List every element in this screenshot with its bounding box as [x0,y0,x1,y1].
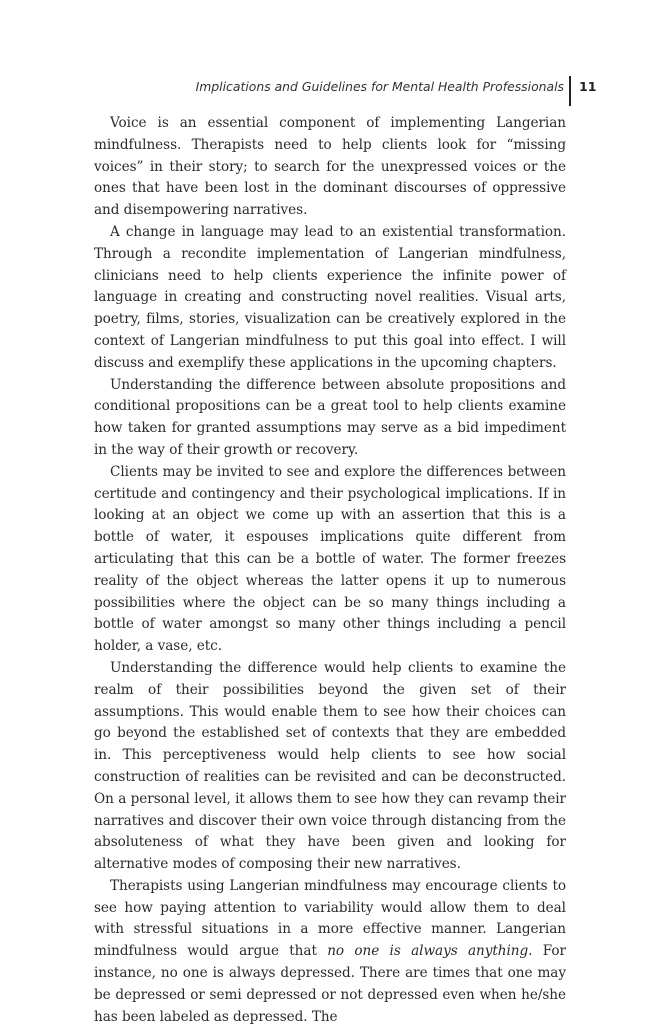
paragraph-voice: Voice is an essential component of implementing Langerian mindfulness. Therapists need to help clients look for “missing voices” in their story; to search for the unexpressed voices or the ones that have been lost in the dominant discourses of oppressive and disempowering narratives. [94,115,566,219]
running-head [0,76,647,106]
emphasis-phrase: no one is always anything [327,943,529,960]
body-text [94,113,566,1028]
paragraph-certitude-contingency: Clients may be invited to see and explore the differences between certitude and contingency and their psychological implications. If in looking at an object we come up with an assertion that this is a bottle of water, it espouses implications quite different from articulating that this can be a bottle of water. The former freezes reality of the object whereas the latter opens it up to numerous possibilities where the object can be so many things including a bottle of water amongst so many other things including a pencil holder, a vase, etc. [94,463,566,655]
paragraph-variability [94,876,566,1028]
running-head-divider [569,76,571,106]
paragraph-variability-tail: . For instance, no one is always depressed. There are times that one may be depressed or semi depressed or not depressed even when he/she has been labeled as depressed. The [94,943,567,1025]
running-head-title: Implications and Guidelines for Mental Health Professionals [195,79,564,94]
paragraph-language-change: A change in language may lead to an existential transformation. Through a recondite implementation of Langerian mindfulness, clinicians need to help clients experience the infinite power of language in creating and constructing novel realities. Visual arts, poetry, films, stories, visualization can be creatively explored in the context of Langerian mindfulness to put this goal into effect. I will discuss and exemplify these applications in the upcoming chapters. [94,223,566,371]
paragraph-variability-lead: Therapists using Langerian mindfulness may encourage clients to see how paying attention to variability would allow them to deal with stressful situations in a more effective manner. Langerian mindfulness would argue that [94,877,566,960]
paragraph-propositions: Understanding the difference between absolute propositions and conditional propositions can be a great tool to help clients examine how taken for granted assumptions may serve as a bid impediment in the way of their growth or recovery. [94,376,566,458]
page-number: 11 [579,79,597,94]
paragraph-possibilities: Understanding the difference would help clients to examine the realm of their possibilities beyond the given set of their assumptions. This would enable them to see how their choices can go beyond the established set of contexts that they are embedded in. This perceptiveness would help clients to see how social construction of realities can be revisited and can be deconstructed. On a personal level, it allows them to see how they can revamp their narratives and discover their own voice through distancing from the absoluteness of what they have been given and looking for alternative modes of composing their new narratives. [94,659,566,873]
